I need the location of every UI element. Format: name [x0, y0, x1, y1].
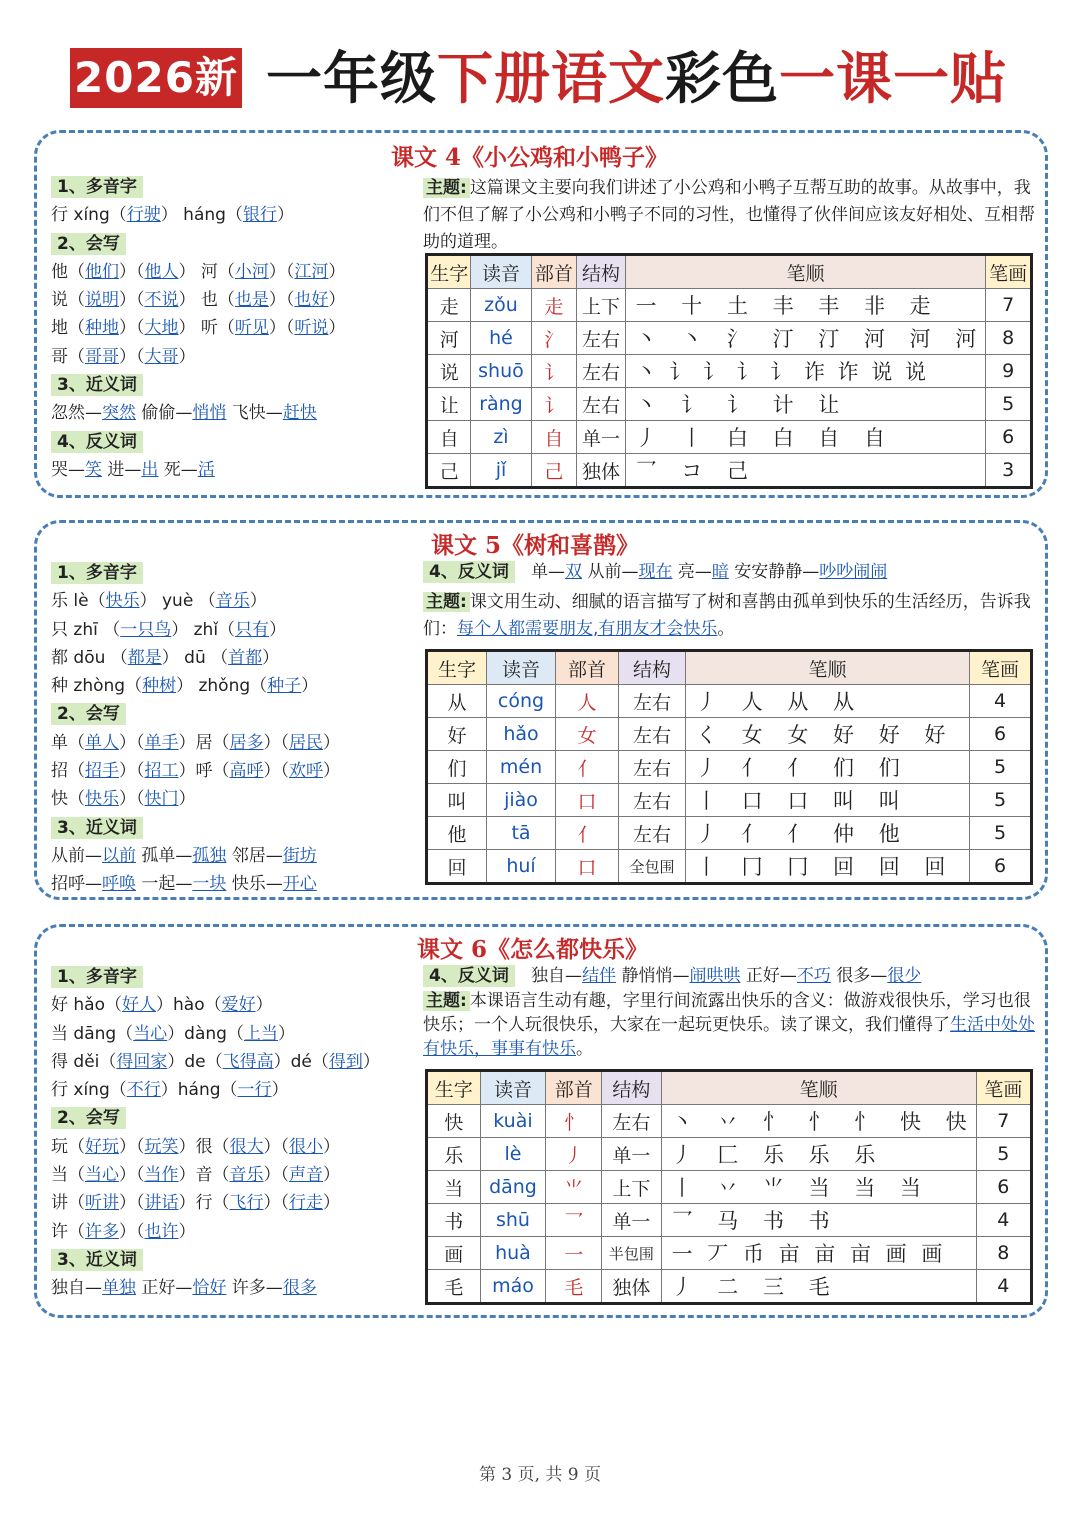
lesson-antonyms: 4、反义词 独自—结伴 静悄悄—闹哄哄 正好—不巧 很多—很少 — [423, 963, 1035, 990]
table-row: 己 jǐ 己 独体 乛 コ 己 3 — [427, 454, 1032, 488]
write-row: 他（他们）（他人） 河（小河）（江河） — [51, 261, 346, 282]
write-row: 单（单人）（单手）居（居多）（居民） — [51, 732, 340, 753]
table-row: 好 hǎo 女 左右 く 女 女 好 好 好 6 — [427, 718, 1032, 751]
character-table — [425, 253, 1033, 489]
table-row: 回 huí 口 全包围 丨 冂 冂 回 回 回 6 — [427, 850, 1032, 884]
lesson-title: 课文 5《树和喜鹊》 — [431, 532, 640, 559]
polyphone-row: 得 děi（得回家）de（飞得高）dé（得到） — [51, 1051, 380, 1072]
write-row: 说（说明）（不说） 也（也是）（也好） — [51, 290, 346, 311]
synonym-row: 忽然—突然 偷偷—悄悄 飞快—赶快 — [51, 403, 317, 424]
table-row: 毛 máo 毛 独体 丿 二 三 毛 4 — [427, 1270, 1032, 1304]
table-row: 叫 jiào 口 左右 丨 口 口 叫 叫 5 — [427, 784, 1032, 817]
lesson-antonyms: 4、反义词 单—双 从前—现在 亮—暗 安安静静—吵吵闹闹 — [423, 559, 1035, 586]
write-row: 当（当心）（当作）音（音乐）（声音） — [51, 1165, 340, 1186]
section-heading: 4、反义词 — [51, 431, 143, 453]
lesson-title: 课文 4《小公鸡和小鸭子》 — [391, 144, 669, 171]
lesson-notes — [51, 173, 345, 484]
lesson-4-card — [34, 130, 1048, 498]
section-heading: 3、近义词 — [51, 1249, 143, 1271]
page-number: 第 3 页, 共 9 页 — [478, 1465, 602, 1485]
section-heading: 3、近义词 — [51, 817, 143, 839]
polyphone-row: 都 dōu （都是） dū （首都） — [51, 647, 280, 668]
character-table — [425, 649, 1033, 885]
section-heading: 1、多音字 — [51, 176, 143, 198]
table-row: 走 zǒu 走 上下 一 十 土 丰 丰 非 走 7 — [427, 289, 1032, 322]
polyphone-row: 乐 lè（快乐） yuè （音乐） — [51, 591, 267, 612]
table-row: 们 mén 亻 左右 丿 亻 亻 们 们 5 — [427, 751, 1032, 784]
page-header — [70, 44, 1030, 114]
lesson-title: 课文 6《怎么都快乐》 — [417, 936, 649, 963]
lesson-5-card — [34, 520, 1048, 900]
section-heading: 2、会写 — [51, 1107, 126, 1129]
polyphone-row: 当 dāng（当心）dàng（上当） — [51, 1023, 295, 1044]
polyphone-row: 行 xíng（不行）háng（一行） — [51, 1080, 289, 1101]
lesson-theme: 主题: 这篇课文主要向我们讲述了小公鸡和小鸭子互帮互助的故事。从故事中，我们不但了解了小公鸡和小鸭子不同的习性，也懂得了伙伴间应该友好相处、互相帮助的道理。 — [423, 178, 1035, 252]
section-heading: 2、会写 — [51, 703, 126, 725]
section-heading: 2、会写 — [51, 233, 126, 255]
write-row: 招（招手）（招工）呼（高呼）（欢呼） — [51, 761, 340, 782]
section-heading: 1、多音字 — [51, 562, 143, 584]
section-heading: 1、多音字 — [51, 966, 143, 988]
write-row: 许（许多）（也许） — [51, 1221, 196, 1242]
antonym-row: 哭—笑 进—出 死—活 — [51, 459, 215, 480]
table-row: 当 dāng ⺌ 上下 丨 丷 ⺌ 当 当 当 6 — [427, 1171, 1032, 1204]
table-header-row: 生字 读音 部首 结构 笔顺 笔画 — [427, 255, 1032, 289]
table-row: 自 zì 自 单一 丿 丨 白 白 自 自 6 — [427, 421, 1032, 454]
table-row: 从 cóng 人 左右 丿 人 从 从 4 — [427, 685, 1032, 718]
polyphone-row: 好 hǎo（好人）hào（爱好） — [51, 995, 273, 1016]
write-row: 哥（哥哥）（大哥） — [51, 346, 196, 367]
write-row: 讲（听讲）（讲话）行（飞行）（行走） — [51, 1193, 340, 1214]
table-row: 画 huà 一 半包围 一 丆 币 亩 亩 亩 画 画 8 — [427, 1237, 1032, 1270]
table-header-row: 生字 读音 部首 结构 笔顺 笔画 — [427, 651, 1032, 685]
section-heading: 4、反义词 — [423, 965, 515, 987]
lesson-theme: 主题: 本课语言生动有趣，字里行间流露出快乐的含义：做游戏很快乐，学习也很快乐；一个人玩很快乐，大家在一起玩更快乐。读了课文，我们懂得了生活中处处有快乐，事事有快乐。 — [423, 991, 1035, 1059]
lesson-notes — [51, 559, 340, 899]
polyphone-row: 种 zhòng（种树） zhǒng（种子） — [51, 676, 319, 697]
section-heading: 4、反义词 — [423, 561, 515, 583]
synonym-row: 招呼—呼唤 一起—一块 快乐—开心 — [51, 874, 317, 895]
write-row: 快（快乐）（快门） — [51, 789, 196, 810]
polyphone-row: 行 xíng（行驶） háng（银行） — [51, 205, 294, 226]
table-row: 河 hé 氵 左右 丶 丶 氵 汀 汀 河 河 河 8 — [427, 322, 1032, 355]
page-title: 一年级下册语文彩色一课一贴 — [266, 46, 1007, 112]
synonym-row: 从前—以前 孤单—孤独 邻居—街坊 — [51, 845, 317, 866]
table-row: 快 kuài 忄 左右 丶 丷 忄 忄 忄 快 快 7 — [427, 1105, 1032, 1138]
lesson-notes — [51, 963, 380, 1303]
table-row: 乐 lè 丿 单一 丿 匚 乐 乐 乐 5 — [427, 1138, 1032, 1171]
character-table — [425, 1069, 1033, 1305]
lesson-6-card — [34, 924, 1048, 1318]
table-row: 说 shuō 讠 左右 丶 讠 讠 讠 讠 诈 诈 说 说 9 — [427, 355, 1032, 388]
synonym-row: 独自—单独 正好—恰好 许多—很多 — [51, 1278, 317, 1299]
write-row: 地（种地）（大地） 听（听见）（听说） — [51, 318, 346, 339]
table-header-row: 生字 读音 部首 结构 笔顺 笔画 — [427, 1071, 1032, 1105]
table-row: 书 shū 乛 单一 乛 马 书 书 4 — [427, 1204, 1032, 1237]
table-row: 让 ràng 讠 左右 丶 讠 讠 计 让 5 — [427, 388, 1032, 421]
section-heading: 3、近义词 — [51, 374, 143, 396]
lesson-theme: 主题: 课文用生动、细腻的语言描写了树和喜鹊由孤单到快乐的生活经历，告诉我们：每个人都需要朋友,有朋友才会快乐。 — [423, 592, 1031, 639]
table-row: 他 tā 亻 左右 丿 亻 亻 仲 他 5 — [427, 817, 1032, 850]
polyphone-row: 只 zhī （一只鸟） zhǐ（只有） — [51, 619, 287, 640]
year-badge: 2026新 — [70, 48, 242, 108]
write-row: 玩（好玩）（玩笑）很（很大）（很小） — [51, 1136, 340, 1157]
